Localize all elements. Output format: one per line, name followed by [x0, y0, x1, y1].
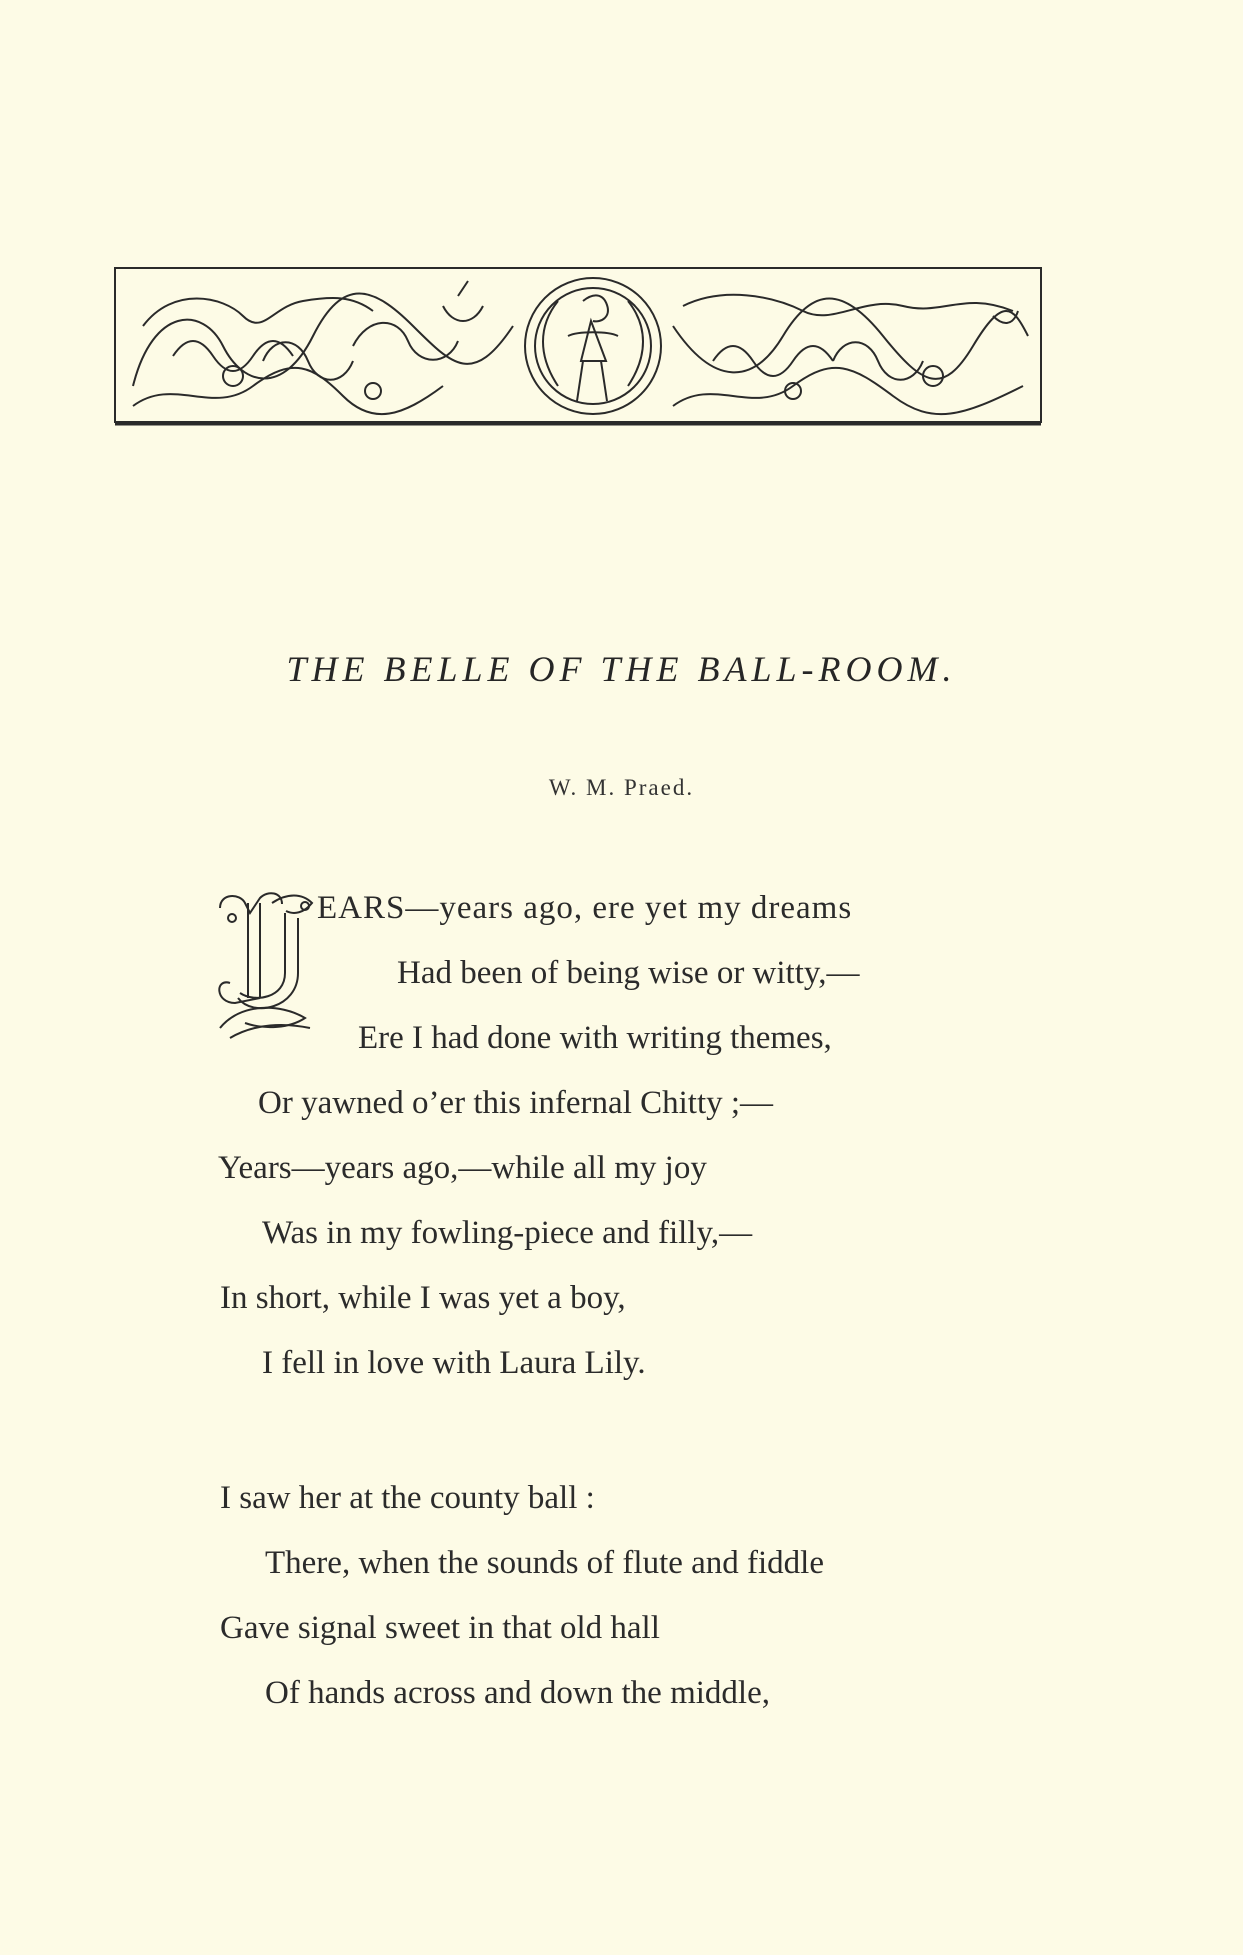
poem-author: W. M. Praed.	[548, 775, 695, 800]
poem-line: Of hands across and down the middle,	[265, 1675, 770, 1711]
poem-title: THE BELLE OF THE BALL-ROOM.	[286, 649, 957, 689]
poem-line: Was in my fowling-piece and filly,—	[262, 1215, 753, 1251]
poem-line: I fell in love with Laura Lily.	[262, 1345, 646, 1381]
poem-line: EARS—years ago, ere yet my dreams	[317, 890, 853, 926]
ornamental-headpiece	[113, 266, 1043, 426]
poem-line: I saw her at the county ball :	[220, 1480, 595, 1516]
floral-headpiece-icon	[113, 266, 1043, 426]
ornamental-initial-icon	[210, 888, 325, 1043]
poem-line: In short, while I was yet a boy,	[220, 1280, 626, 1316]
poem-line: Years—years ago,—while all my joy	[218, 1150, 707, 1186]
poem-line: There, when the sounds of flute and fiddle	[265, 1545, 825, 1581]
poem-line: Or yawned o’er this infernal Chitty ;—	[258, 1085, 774, 1121]
poem-line: Ere I had done with writing themes,	[358, 1020, 832, 1056]
poem-line: Had been of being wise or witty,—	[397, 955, 860, 991]
ornamental-initial	[210, 888, 325, 1043]
poem-line: Gave signal sweet in that old hall	[220, 1610, 660, 1646]
